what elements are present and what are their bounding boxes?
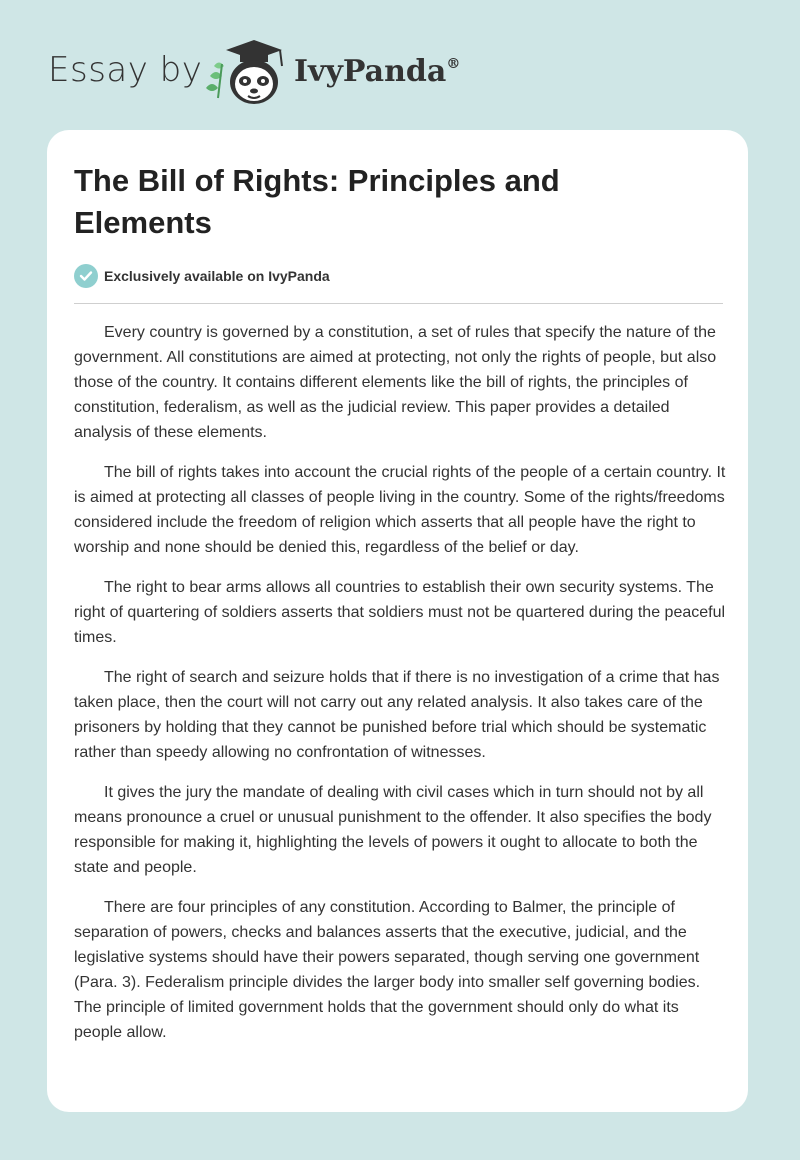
paragraph: The bill of rights takes into account the crucial rights of the people of a certain country. It is aimed at protecting all classes of people living in the country. Some of the rights/freedoms considered include the freedom of religion which asserts that all people have the right to worship and none should be denied this, regardless of the belief or day.	[74, 464, 726, 556]
badge-text: Exclusively available on IvyPanda	[104, 268, 330, 284]
panda-graduation-cap-logo-icon[interactable]	[198, 36, 298, 108]
paragraph: The right to bear arms allows all countries to establish their own security systems. The right of quartering of soldiers asserts that soldiers must not be quartered during the peaceful times.	[74, 579, 726, 646]
paragraph: Every country is governed by a constitution, a set of rules that specify the nature of the government. All constitutions are aimed at protecting, not only the rights of people, but also those of the country. It contains different elements like the bill of rights, the principles of constitution, federalism, as well as the judicial review. This paper provides a detailed analysis of these elements.	[74, 324, 717, 441]
exclusive-badge	[74, 264, 330, 288]
page-title: The Bill of Rights: Principles and Elements	[74, 163, 560, 240]
brand-name[interactable]: IvyPanda®	[294, 54, 461, 89]
paragraph: The right of search and seizure holds that if there is no investigation of a crime that has taken place, then the court will not carry out any related analysis. It also takes care of the prisoners by holding that they cannot be punished before trial which should be systematic rather than speedy allowing no confrontation of witnesses.	[74, 669, 720, 761]
check-icon	[74, 264, 98, 288]
essay-card	[47, 130, 748, 1112]
essay-by-label: Essay by	[48, 50, 203, 90]
essay-body	[74, 320, 726, 1060]
paragraph: There are four principles of any constitution. According to Balmer, the principle of separation of powers, checks and balances asserts that the executive, judicial, and the legislative systems should have their powers separated, though serving one government (Para. 3). Federalism principle divides the larger body into smaller self governing bodies. The principle of limited government holds that the government should only do what its people allow.	[74, 899, 701, 1041]
paragraph: It gives the jury the mandate of dealing with civil cases which in turn should not by all means pronounce a cruel or unusual punishment to the offender. It also specifies the body responsible for making it, highlighting the levels of powers it ought to allocate to both the state and people.	[74, 784, 712, 876]
divider	[74, 303, 723, 304]
registered-mark: ®	[446, 56, 461, 72]
site-header	[48, 36, 508, 108]
